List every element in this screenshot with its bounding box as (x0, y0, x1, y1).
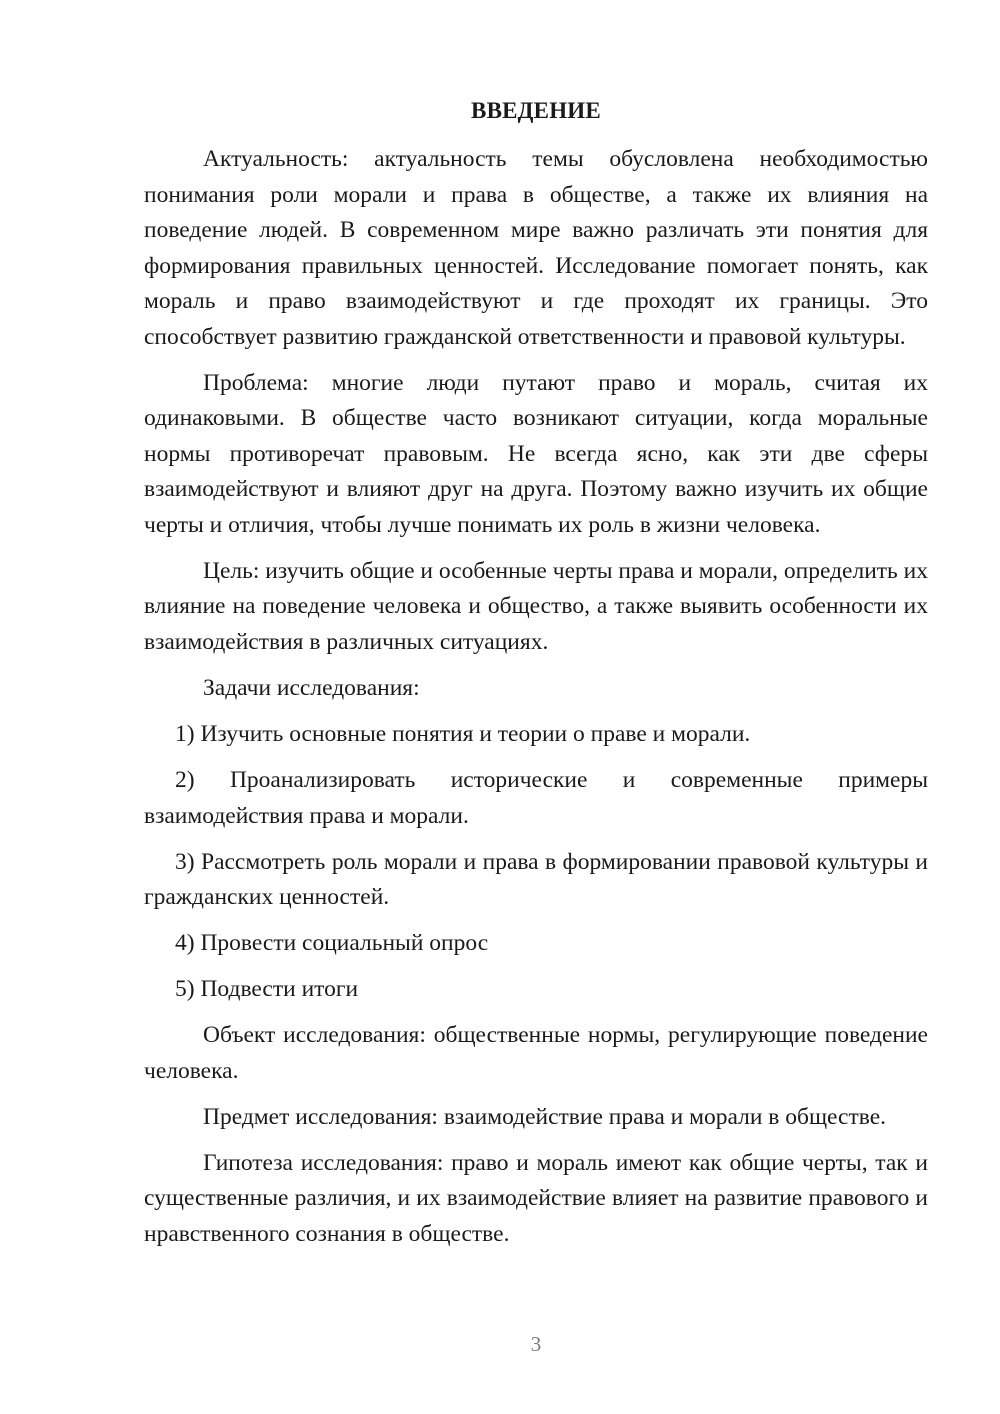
relevance-paragraph: Актуальность: актуальность темы обусловлена необходимостью понимания роли морали и права в обществе, а также их влияния на поведение людей. В современном мире важно различать эти понятия для формирования правильных ценностей. Исследование помогает понять, как мораль и право взаимодействуют и где проходят их границы. Это способствует развитию гражданской ответственности и правовой культуры. (144, 146, 928, 350)
page-number: 3 (530, 1332, 542, 1356)
task-item: 2) Проанализировать исторические и современные примеры взаимодействия права и морали. (144, 767, 928, 829)
section-body (144, 142, 928, 1263)
task-item: 1) Изучить основные понятия и теории о праве и морали. (175, 721, 751, 747)
goal-paragraph: Цель: изучить общие и особенные черты права и морали, определить их влияние на поведение человека и общество, а также выявить особенности их взаимодействия в различных ситуациях. (144, 557, 928, 655)
problem-paragraph: Проблема: многие люди путают право и мораль, считая их одинаковыми. В обществе часто возникают ситуации, когда моральные нормы противоречат правовым. Не всегда ясно, как эти две сферы взаимодействуют и влияют друг на друга. Поэтому важно изучить их общие черты и отличия, чтобы лучше понимать их роль в жизни человека. (144, 369, 928, 538)
section-title: ВВЕДЕНИЕ (471, 98, 601, 123)
tasks-heading: Задачи исследования: (203, 674, 420, 701)
object-paragraph: Объект исследования: общественные нормы, регулирующие поведение человека. (144, 1022, 928, 1084)
subject-paragraph: Предмет исследования: взаимодействие права и морали в обществе. (203, 1103, 887, 1130)
task-item: 4) Провести социальный опрос (175, 930, 489, 956)
task-item: 5) Подвести итоги (175, 976, 359, 1002)
task-item: 3) Рассмотреть роль морали и права в формировании правовой культуры и гражданских ценностей. (144, 848, 928, 910)
hypothesis-paragraph: Гипотеза исследования: право и мораль имеют как общие черты, так и существенные различия, и их взаимодействие влияет на развитие правового и нравственного сознания в обществе. (144, 1149, 928, 1247)
